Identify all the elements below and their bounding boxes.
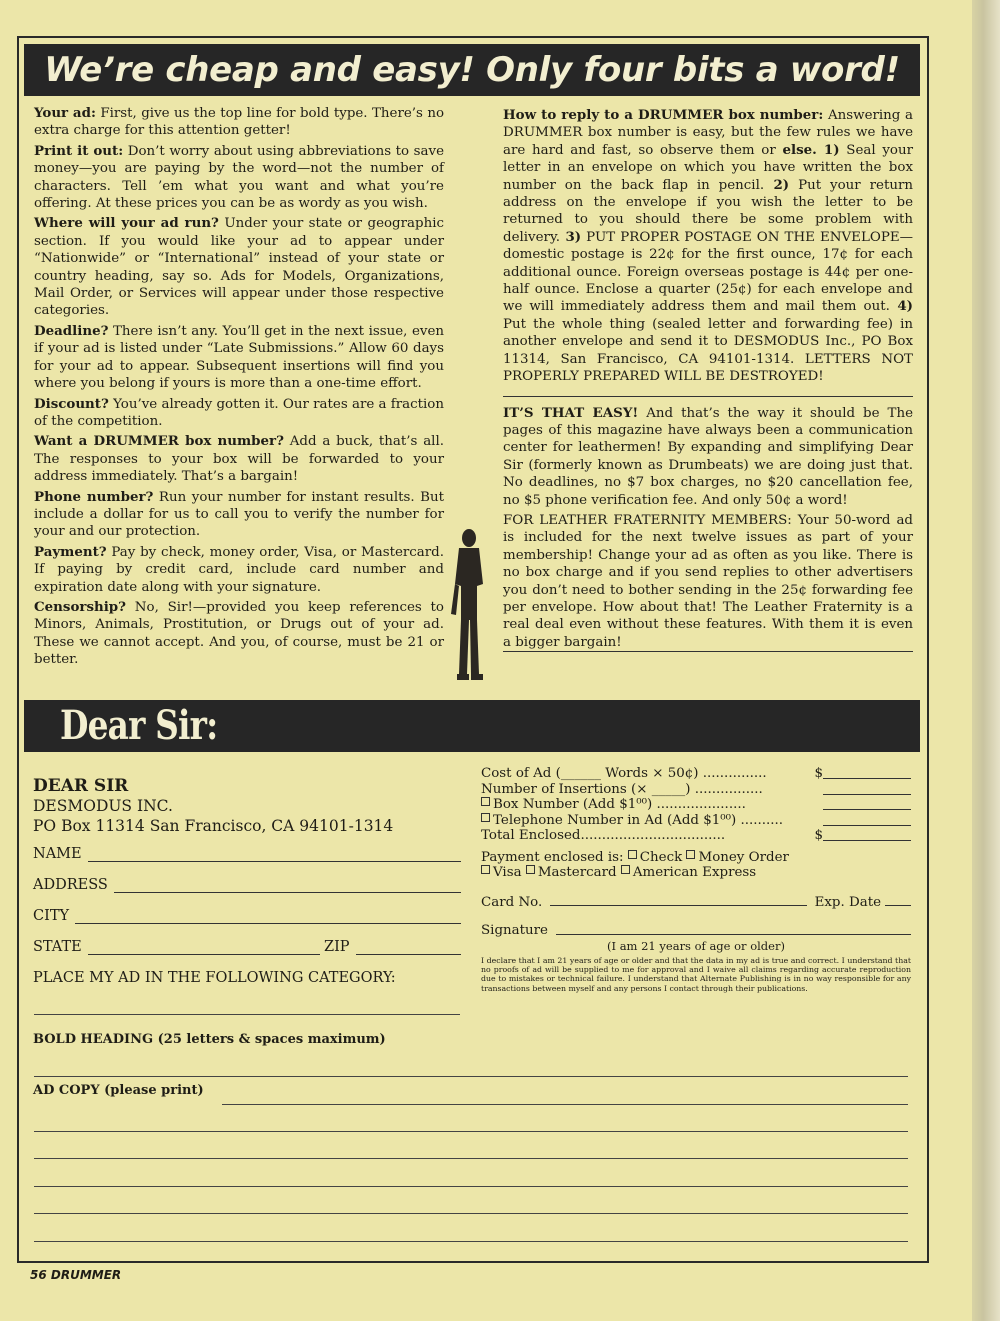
instructions-right-column: [503, 107, 913, 655]
page-footer: 56 DRUMMER: [30, 1268, 122, 1282]
dear-sir-banner: [24, 700, 920, 752]
fraternity-paragraph: FOR LEATHER FRATERNITY MEMBERS: Your 50-word ad is included for the next twelve issues as part of your membership! Change your ad as often as you like. There is no box charge and if you send replies to other advertisers you don’t need to bother sending in the 25¢ forwarding fee per envelope. How about that! The Leather Fraternity is a real deal even without these features. With them it is even a bigger bargain!: [503, 512, 913, 652]
ad-copy-line-4[interactable]: [34, 1186, 908, 1187]
bold-heading-label: BOLD HEADING (25 letters & spaces maximum): [33, 1032, 386, 1047]
signature-row[interactable]: Signature: [481, 923, 911, 939]
insertions-row[interactable]: Number of Insertions (× _____) ................: [481, 782, 911, 798]
card-number-row[interactable]: Card No. Exp. Date: [481, 895, 911, 911]
discount-paragraph: Discount? You’ve already gotten it. Our rates are a fraction of the competition.: [34, 395, 444, 429]
payment-method-row: Payment enclosed is: Check Money Order: [481, 849, 789, 865]
page-edge: [972, 0, 1000, 1321]
address-field[interactable]: ADDRESS: [33, 877, 461, 893]
ad-copy-label: AD COPY (please print): [33, 1083, 204, 1098]
ad-copy-line-1[interactable]: [222, 1104, 908, 1105]
reply-paragraph: How to reply to a DRUMMER box number: Answering a DRUMMER box number is easy, but the few rules we have are hard and fast, so observe them or else. 1) Seal your letter in an envelope on which you have written the box number on the back flap in pencil. 2) Put your return address on the envelope if you wish the letter to be returned to you should there be some problem with delivery. 3) PUT PROPER POSTAGE ON THE ENVELOPE—domestic postage is 22¢ for the first ounce, 17¢ for each additional ounce. Foreign overseas postage is 44¢ per one-half ounce. Enclose a quarter (25¢) for each envelope and we will immediately address them and mail them out. 4) Put the whole thing (sealed letter and forwarding fee) in another envelope and send it to DESMODUS Inc., PO Box 11314, San Francisco, CA 94101-1314. LETTERS NOT PROPERLY PREPARED WILL BE DESTROYED!: [503, 107, 913, 385]
box-number-row[interactable]: Box Number (Add $1⁰⁰) .....................: [481, 797, 911, 813]
cost-row[interactable]: Cost of Ad (______ Words × 50¢) ............... $: [481, 766, 911, 782]
mastercard-checkbox[interactable]: [526, 865, 535, 874]
ad-copy-line-5[interactable]: [34, 1213, 908, 1214]
address-line-1: DESMODUS INC.: [33, 797, 173, 815]
box-number-checkbox[interactable]: [481, 797, 490, 806]
state-field[interactable]: STATE: [33, 939, 320, 955]
section-divider: [503, 396, 913, 397]
leatherman-figure-illustration: [447, 524, 497, 684]
telephone-row[interactable]: Telephone Number in Ad (Add $1⁰⁰) ..........: [481, 813, 911, 829]
ad-copy-line-6[interactable]: [34, 1241, 908, 1242]
card-type-row: Visa Mastercard American Express: [481, 865, 911, 881]
telephone-checkbox[interactable]: [481, 813, 490, 822]
name-field[interactable]: NAME: [33, 846, 461, 862]
order-form: [481, 766, 911, 954]
total-row[interactable]: Total Enclosed.................................. $: [481, 828, 911, 844]
ad-copy-line-2[interactable]: [34, 1131, 908, 1132]
address-line-2: PO Box 11314 San Francisco, CA 94101-1314: [33, 817, 394, 835]
censorship-paragraph: Censorship? No, Sir!—provided you keep references to Minors, Animals, Prostitution, or Drugs out of your ad. These we cannot accept. And you, of course, must be 21 or better.: [34, 598, 444, 668]
ad-copy-line-3[interactable]: [34, 1158, 908, 1159]
category-label: PLACE MY AD IN THE FOLLOWING CATEGORY:: [33, 970, 396, 986]
deadline-paragraph: Deadline? There isn’t any. You’ll get in the next issue, even if your ad is listed under “Late Submissions.” Allow 60 days for your ad to appear. Subsequent insertions will find you where you belong if yours is more than a one-time effort.: [34, 322, 444, 392]
bold-heading-line[interactable]: [34, 1076, 908, 1077]
address-title: DEAR SIR: [33, 776, 129, 796]
dear-sir-title: Dear Sir:: [60, 702, 218, 749]
visa-checkbox[interactable]: [481, 865, 490, 874]
instructions-left-column: [34, 105, 444, 672]
check-checkbox[interactable]: [628, 850, 637, 859]
amex-checkbox[interactable]: [621, 865, 630, 874]
headline-banner: We’re cheap and easy! Only four bits a word!: [24, 44, 920, 96]
print-paragraph: Print it out: Don’t worry about using abbreviations to save money—you are paying by the word—not the number of characters. Tell ’em what you want and what you’re offering. At these prices you can be as wordy as you wish.: [34, 142, 444, 212]
city-field[interactable]: CITY: [33, 908, 461, 924]
where-paragraph: Where will your ad run? Under your state or geographic section. If you would like your ad to appear under “Nationwide” or “International” instead of your state or country heading, say so. Ads for Models, Organizations, Mail Order, or Services will appear under those respective categories.: [34, 215, 444, 319]
easy-paragraph: IT’S THAT EASY! And that’s the way it should be The pages of this magazine have always been a communication center for leathermen! By expanding and simplifying Dear Sir (formerly known as Drumbeats) we are doing just that. No deadlines, no $7 box charges, no $20 cancellation fee, no $5 phone verification fee. And only 50¢ a word!: [503, 404, 913, 508]
mailing-address: [33, 776, 393, 836]
declaration-text: I declare that I am 21 years of age or older and that the data in my ad is true and correct. I understand that no proofs of ad will be supplied to me for approval and I waive all claims regarding accurate reproduction due to mistakes or technical failure. I understand that Alternate Publishing is in no way responsible for any transactions between myself and any persons I contact through their publications.: [481, 956, 911, 993]
category-line[interactable]: [34, 1014, 460, 1015]
zip-field[interactable]: ZIP: [324, 939, 461, 955]
box-number-paragraph: Want a DRUMMER box number? Add a buck, that’s all. The responses to your box will be forwarded to your address immediately. That’s a bargain!: [34, 433, 444, 485]
your-ad-paragraph: Your ad: First, give us the top line for bold type. There’s no extra charge for this attention getter!: [34, 105, 444, 139]
phone-paragraph: Phone number? Run your number for instant results. But include a dollar for us to call you to verify the number for your and our protection.: [34, 488, 445, 540]
payment-paragraph: Payment? Pay by check, money order, Visa, or Mastercard. If paying by credit card, include card number and expiration date along with your signature.: [34, 543, 444, 595]
age-statement: (I am 21 years of age or older): [607, 938, 785, 953]
money-order-checkbox[interactable]: [686, 850, 695, 859]
